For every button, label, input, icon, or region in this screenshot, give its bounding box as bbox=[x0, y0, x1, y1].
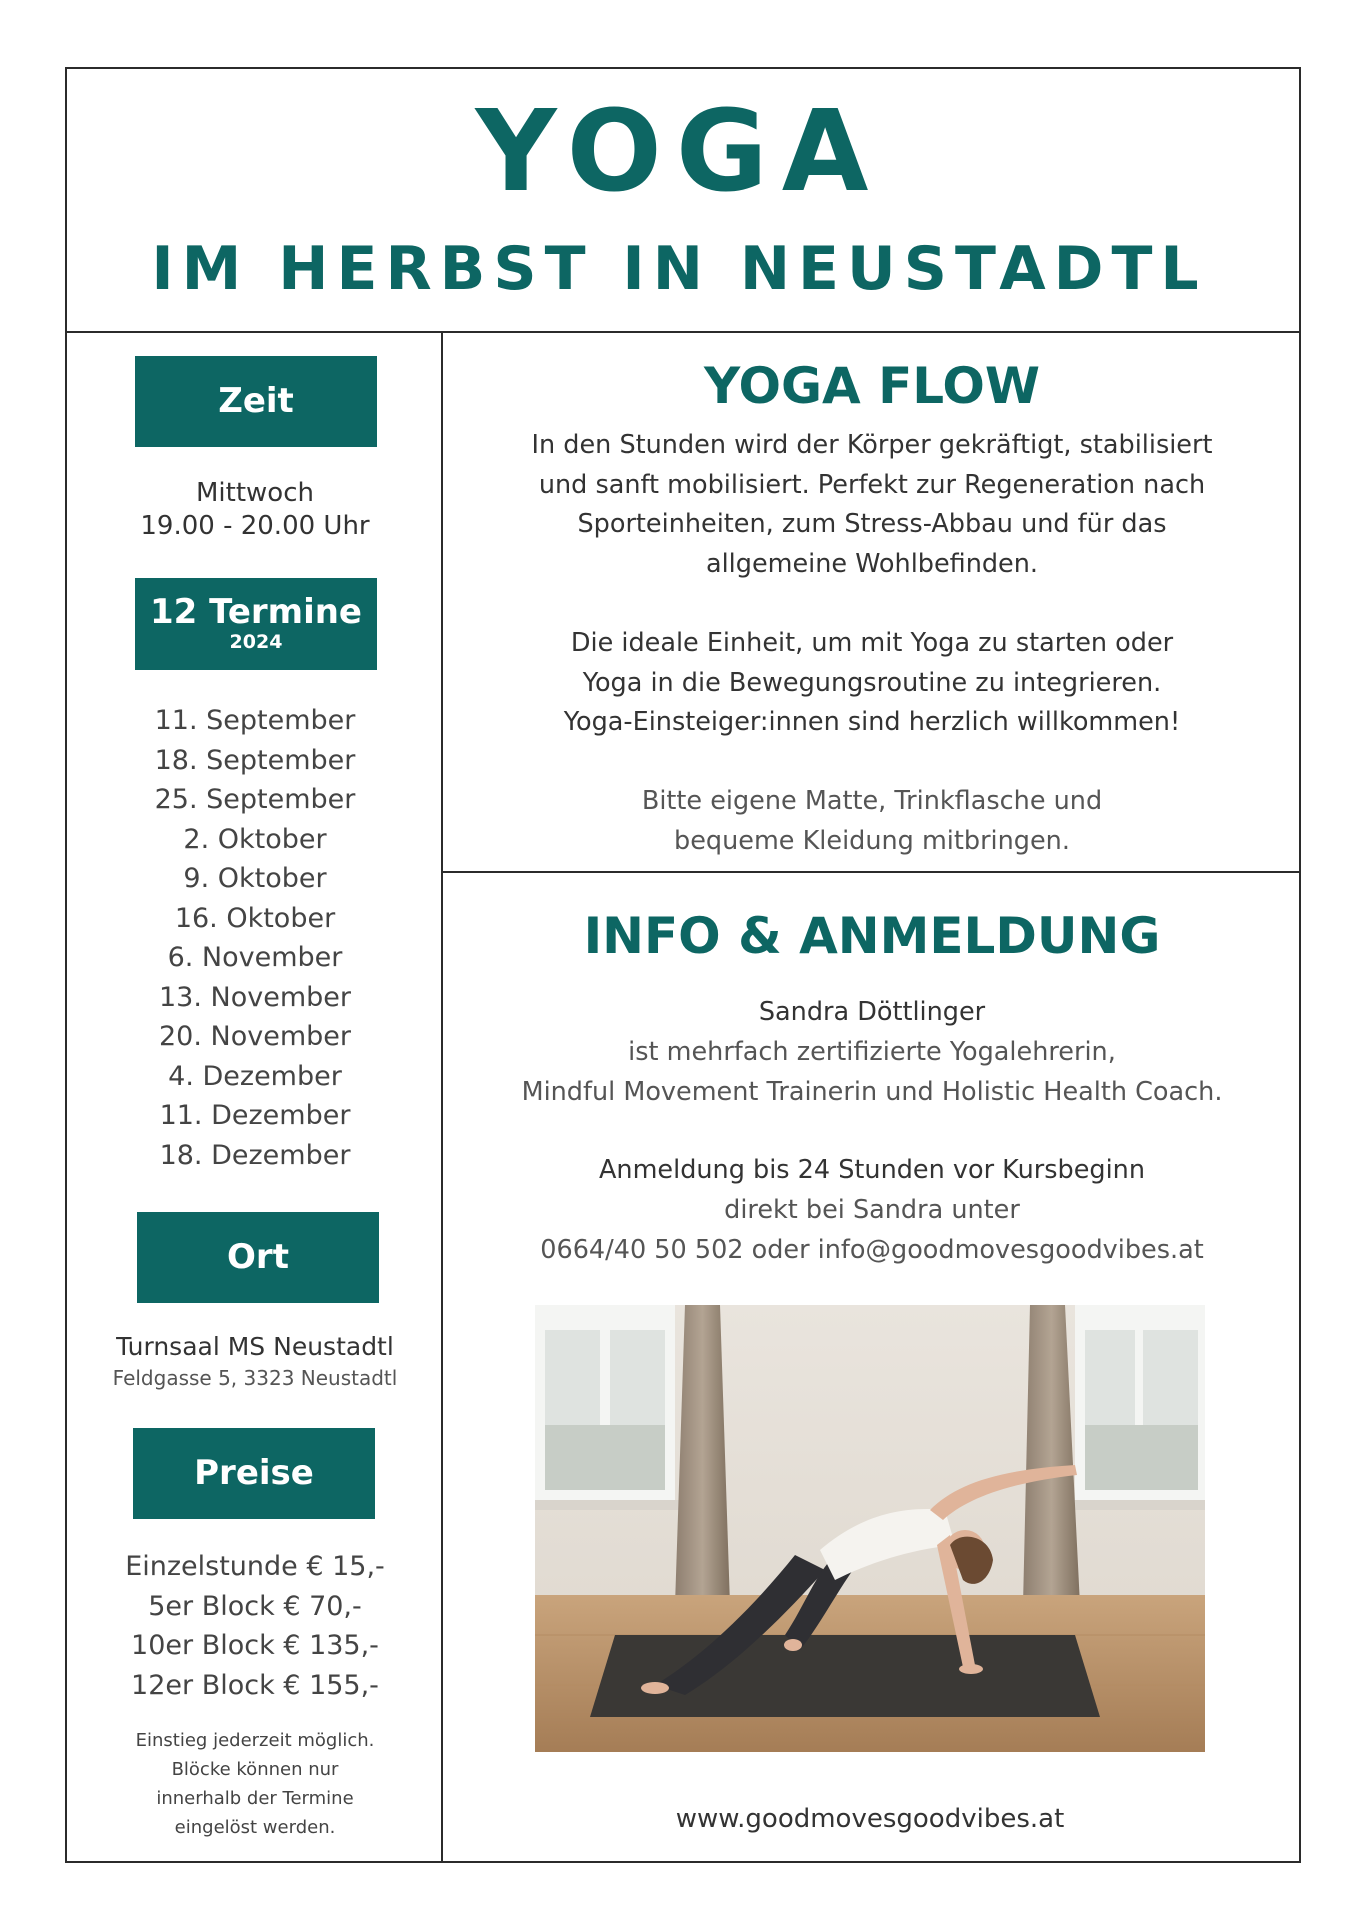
flow-p1-line: In den Stunden wird der Körper gekräftigt, stabilisiert bbox=[531, 430, 1213, 460]
date-item: 16. Oktober bbox=[174, 902, 336, 934]
date-item: 11. September bbox=[154, 705, 356, 736]
ort-info bbox=[90, 1330, 420, 1392]
registration-line: Anmeldung bis 24 Stunden vor Kursbeginn bbox=[598, 1155, 1146, 1185]
date-item: 20. November bbox=[159, 1021, 351, 1052]
flow-paragraph-2 bbox=[443, 624, 1301, 743]
date-item: 11. Dezember bbox=[159, 1100, 351, 1131]
flow-p2-line: Yoga-Einsteiger:innen sind herzlich willkommen! bbox=[563, 707, 1181, 737]
ort-venue: Turnsaal MS Neustadtl bbox=[116, 1332, 394, 1361]
ort-badge bbox=[137, 1212, 379, 1303]
yoga-photo-illustration bbox=[535, 1305, 1205, 1752]
date-item: 2. Oktober bbox=[183, 823, 327, 855]
flow-p3-line: Bitte eigene Matte, Trinkflasche und bbox=[641, 786, 1103, 816]
flow-p3-line: bequeme Kleidung mitbringen. bbox=[674, 825, 1070, 856]
note-line: innerhalb der Termine bbox=[156, 1788, 354, 1809]
contact-line: direkt bei Sandra unter bbox=[724, 1195, 1020, 1225]
note-line: Blöcke können nur bbox=[171, 1759, 339, 1780]
info-heading: INFO & ANMELDUNG bbox=[583, 907, 1161, 965]
section-divider bbox=[441, 871, 1301, 873]
flow-p1-line: allgemeine Wohlbefinden. bbox=[705, 548, 1039, 579]
date-item: 4. Dezember bbox=[168, 1060, 342, 1092]
price-item: 10er Block € 135,- bbox=[131, 1630, 379, 1661]
termine-badge bbox=[135, 578, 377, 670]
preise-label: Preise bbox=[194, 1453, 314, 1493]
ort-address: Feldgasse 5, 3323 Neustadtl bbox=[112, 1366, 398, 1390]
termine-date-list bbox=[90, 701, 420, 1175]
note-line: eingelöst werden. bbox=[174, 1817, 336, 1838]
price-item: Einzelstunde € 15,- bbox=[125, 1551, 385, 1582]
zeit-day: Mittwoch bbox=[196, 478, 314, 508]
header-divider bbox=[65, 331, 1301, 333]
preise-badge bbox=[133, 1428, 375, 1519]
note-line: Einstieg jederzeit möglich. bbox=[135, 1730, 375, 1751]
flow-p2-line: Die ideale Einheit, um mit Yoga zu starten oder bbox=[570, 628, 1174, 658]
zeit-time: 19.00 - 20.00 Uhr bbox=[140, 511, 370, 541]
flow-paragraph-1 bbox=[443, 426, 1301, 584]
page-subtitle: IM HERBST IN NEUSTADTL bbox=[151, 234, 1207, 304]
zeit-info bbox=[90, 477, 420, 543]
date-item: 18. Dezember bbox=[159, 1139, 351, 1171]
ort-label: Ort bbox=[227, 1237, 289, 1277]
page-title: YOGA bbox=[475, 87, 883, 217]
info-bio bbox=[443, 1033, 1301, 1112]
date-item: 25. September bbox=[154, 784, 356, 815]
zeit-badge bbox=[135, 356, 377, 447]
flow-p1-line: Sporteinheiten, zum Stress-Abbau und für das bbox=[577, 509, 1167, 539]
flow-p2-line: Yoga in die Bewegungsroutine zu integrieren. bbox=[582, 667, 1162, 698]
contact-line: 0664/40 50 502 oder info@goodmovesgoodvibes.at bbox=[540, 1234, 1204, 1265]
info-contact bbox=[443, 1191, 1301, 1270]
bio-line: ist mehrfach zertifizierte Yogalehrerin, bbox=[628, 1037, 1116, 1067]
termine-label: 12 Termine bbox=[149, 592, 362, 632]
price-note bbox=[90, 1726, 420, 1842]
info-name bbox=[443, 993, 1301, 1033]
date-item: 13. November bbox=[159, 981, 351, 1013]
termine-year: 2024 bbox=[229, 631, 283, 653]
info-registration bbox=[443, 1151, 1301, 1191]
price-item: 5er Block € 70,- bbox=[148, 1590, 362, 1622]
website-link[interactable]: www.goodmovesgoodvibes.at bbox=[675, 1804, 1065, 1834]
flow-paragraph-3 bbox=[443, 782, 1301, 861]
instructor-name: Sandra Döttlinger bbox=[758, 997, 986, 1027]
price-item: 12er Block € 155,- bbox=[131, 1669, 379, 1701]
zeit-label: Zeit bbox=[218, 381, 294, 421]
flow-p1-line: und sanft mobilisiert. Perfekt zur Regeneration nach bbox=[538, 469, 1206, 500]
date-item: 6. November bbox=[167, 942, 343, 973]
flow-heading: YOGA FLOW bbox=[704, 357, 1040, 415]
bio-line: Mindful Movement Trainerin und Holistic Health Coach. bbox=[521, 1076, 1223, 1107]
date-item: 18. September bbox=[154, 744, 356, 776]
date-item: 9. Oktober bbox=[183, 863, 327, 894]
price-list bbox=[90, 1547, 420, 1705]
yoga-photo bbox=[535, 1305, 1205, 1752]
